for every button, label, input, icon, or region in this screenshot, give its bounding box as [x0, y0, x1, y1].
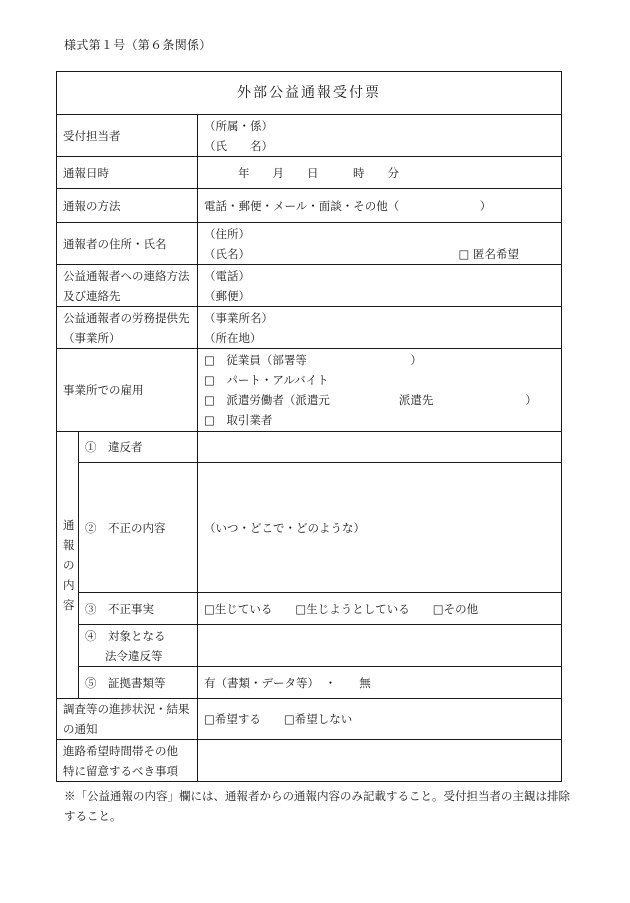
content-group-label: [57, 432, 79, 699]
anonymous-checkbox[interactable]: □ 匿名希望: [458, 246, 520, 261]
datetime-field[interactable]: [198, 157, 562, 189]
form-number-label: 様式第１号（第６条関係）: [64, 38, 212, 52]
contact-phone: （電話）: [204, 268, 250, 283]
progress-label-line2: の通知: [63, 722, 98, 736]
violator-row: [57, 432, 562, 463]
method-row: [57, 189, 562, 223]
address-line: （住所）: [204, 226, 250, 241]
content-char-4: 内: [63, 578, 75, 592]
progress-field[interactable]: [198, 699, 562, 740]
provider-field[interactable]: [198, 307, 562, 349]
receiver-affiliation: （所属・係）: [204, 118, 273, 133]
remarks-row: [57, 740, 562, 782]
fact-options[interactable]: □生じている □生じようとしている □その他: [204, 601, 479, 616]
progress-label-line1: 調査等の進捗状況・結果: [63, 702, 190, 716]
remarks-label: [57, 740, 198, 782]
employment-option-supplier[interactable]: □ 取引業者: [204, 413, 273, 427]
remarks-label-line2: 特に留意するべき事項: [63, 763, 178, 778]
reception-form-table: [56, 71, 562, 782]
contact-label-line1: 公益通報者への連絡方法: [63, 268, 190, 283]
contact-mail: （郵便）: [204, 288, 250, 303]
fact-label-text: ③ 不正事実: [85, 601, 154, 616]
datetime-value: 年 月 日 時 分: [238, 165, 399, 180]
content-char-1: 通: [63, 518, 75, 532]
violator-field[interactable]: [198, 432, 562, 463]
remarks-label-line1: 進路希望時間帯その他: [63, 743, 178, 758]
law-label-line2: 法令違反等: [105, 648, 163, 663]
method-label: 通報の方法: [57, 189, 198, 223]
evidence-label: [79, 667, 198, 699]
improper-content-label-text: ② 不正の内容: [85, 520, 166, 535]
evidence-options[interactable]: 有（書類・データ等） ・ 無: [204, 675, 371, 690]
fact-field[interactable]: [198, 593, 562, 625]
employment-field: [198, 349, 562, 432]
footnote: ※「公益通報の内容」欄には、通報者からの通報内容のみ記載すること。受付担当者の主観は排除すること。: [64, 789, 570, 823]
fact-label: [79, 593, 198, 625]
method-value: 電話・郵便・メール・面談・その他（ ）: [204, 198, 492, 213]
title-row: [57, 72, 562, 115]
improper-content-label: [79, 463, 198, 593]
evidence-label-text: ⑤ 証拠書類等: [85, 675, 166, 690]
datetime-label: 通報日時: [57, 157, 198, 189]
provider-location: （所在地）: [204, 330, 262, 345]
receiver-field[interactable]: [198, 115, 562, 157]
provider-label-line1: 公益通報者の労務提供先: [63, 310, 190, 325]
receiver-label: 受付担当者: [57, 115, 198, 157]
method-field[interactable]: [198, 189, 562, 223]
address-field[interactable]: [198, 223, 562, 265]
improper-content-hint: （いつ・どこで・どのような）: [204, 520, 365, 535]
contact-field[interactable]: [198, 265, 562, 307]
address-label: 通報者の住所・氏名: [57, 223, 198, 265]
law-label-line1: ④ 対象となる: [85, 628, 166, 643]
violator-label-text: ① 違反者: [85, 440, 143, 454]
form-title: 外部公益通報受付票: [57, 72, 562, 115]
content-char-3: の: [63, 558, 75, 572]
contact-row: [57, 265, 562, 307]
employment-label: 事業所での雇用: [57, 349, 198, 432]
receiver-name: （氏 名）: [204, 138, 273, 153]
datetime-row: [57, 157, 562, 189]
evidence-field[interactable]: [198, 667, 562, 699]
receiver-row: [57, 115, 562, 157]
employment-option-employee[interactable]: □ 従業員（部署等 ）: [204, 353, 422, 367]
employment-option-parttime[interactable]: □ パート・アルバイト: [204, 373, 329, 387]
violator-label: [79, 432, 198, 463]
fact-row: [57, 593, 562, 625]
employment-row: [57, 349, 562, 432]
content-char-5: 容: [63, 598, 75, 612]
evidence-row: [57, 667, 562, 699]
content-char-2: 報: [63, 538, 75, 552]
provider-label-line2: （事業所）: [63, 330, 121, 345]
address-row: [57, 223, 562, 265]
improper-content-row: [57, 463, 562, 593]
provider-name: （事業所名）: [204, 310, 273, 325]
name-line: （氏名）: [204, 246, 250, 261]
progress-row: [57, 699, 562, 740]
employment-option-dispatch[interactable]: □ 派遣労働者（派遣元 派遣先 ）: [204, 393, 537, 407]
contact-label: [57, 265, 198, 307]
improper-content-field[interactable]: [198, 463, 562, 593]
law-label: [79, 625, 198, 667]
remarks-field[interactable]: [198, 740, 562, 782]
provider-row: [57, 307, 562, 349]
contact-label-line2: 及び連絡先: [63, 288, 121, 303]
progress-options[interactable]: □希望する □希望しない: [204, 712, 353, 726]
provider-label: [57, 307, 198, 349]
progress-label: [57, 699, 198, 740]
law-field[interactable]: [198, 625, 562, 667]
law-row: [57, 625, 562, 667]
